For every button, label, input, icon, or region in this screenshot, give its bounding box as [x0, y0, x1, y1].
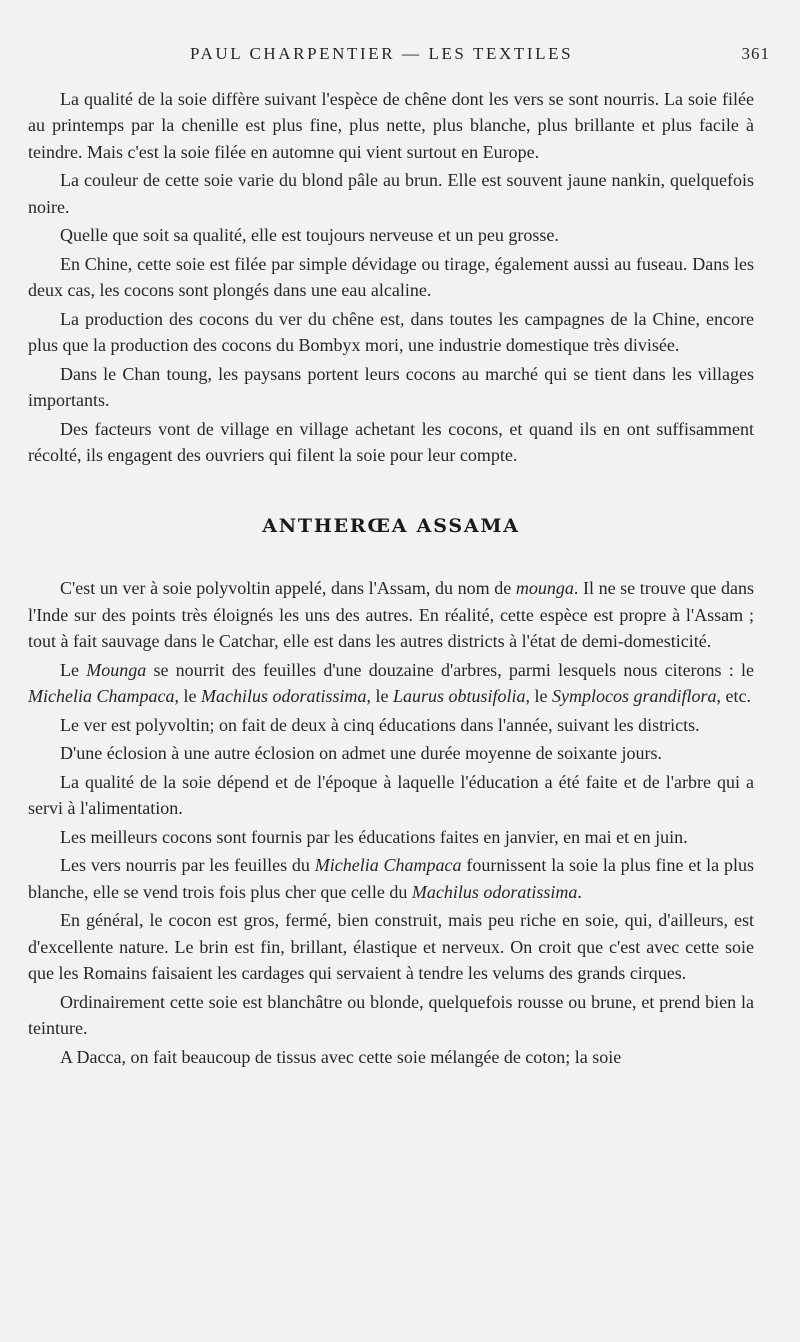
paragraph-silk-nature: Quelle que soit sa qualité, elle est toujours nerveuse et un peu grosse. [60, 225, 559, 246]
italic-term: Symplocos grandiflora [552, 686, 717, 707]
italic-term: Machilus odoratissima [411, 881, 578, 902]
page-number: 361 [741, 44, 770, 63]
paragraph-chan-toung-market: Dans le Chan toung, les paysans portent leurs cocons au marché qui se tient dans les villages importants. [28, 364, 754, 411]
paragraph-cocoon-production: La production des cocons du ver du chêne est, dans toutes les campagnes de la Chine, encore plus que la production des cocons du Bombyx mori, une industrie domestique très divisée. [28, 309, 754, 356]
text-run: . Il ne se trouve que dans l'Inde sur des points très éloignés les uns des autres. En réalité, cette espèce est propre à l'Assam ; tout à fait sauvage dans le Catchar, elle est dans les autres districts à l'état de demi-domesticité. [28, 578, 754, 652]
text-run: , le [525, 686, 553, 707]
section-heading: ANTHERŒA ASSAMA [262, 514, 520, 537]
text-run: , etc. [716, 686, 752, 707]
text-run: , le [366, 686, 393, 707]
paragraph-traders: Des facteurs vont de village en village achetant les cocons, et quand ils en ont suffisamment récolté, ils engagent des ouvriers qui filent la soie pour leur compte. [28, 419, 754, 466]
paragraph-mounga-intro [28, 575, 754, 654]
paragraph-silk-color: La couleur de cette soie varie du blond pâle au brun. Elle est souvent jaune nankin, quelquefois noire. [28, 170, 754, 217]
italic-term: Michelia Champaca [28, 686, 175, 707]
italic-term: mounga [515, 578, 574, 599]
italic-term: Laurus obtusifolia [393, 686, 526, 707]
paragraph-dacca: A Dacca, on fait beaucoup de tissus avec cette soie mélangée de coton; la soie [60, 1046, 622, 1067]
italic-term: Mounga [86, 659, 147, 680]
text-run: Les vers nourris par les feuilles du [60, 855, 315, 876]
paragraph-silk-dye: Ordinairement cette soie est blanchâtre ou blonde, quelquefois rousse ou brune, et prend bien la teinture. [28, 991, 754, 1039]
page-body [28, 86, 754, 1072]
italic-term: Machilus odoratissima [200, 686, 367, 707]
paragraph-best-cocoons: Les meilleurs cocons sont fournis par les éducations faites en janvier, en mai et en juin. [60, 826, 688, 847]
paragraph-hatching: D'une éclosion à une autre éclosion on admet une durée moyenne de soixante jours. [60, 743, 663, 764]
paragraph-polyvoltin: Le ver est polyvoltin; on fait de deux à cinq éducations dans l'année, suivant les districts. [60, 714, 700, 735]
paragraph-michelia-silk [28, 852, 754, 905]
text-run: se nourrit des feuilles d'une douzaine d'arbres, parmi lesquels nous citerons : le [146, 659, 755, 680]
text-run: C'est un ver à soie polyvoltin appelé, dans l'Assam, du nom de [60, 578, 516, 599]
paragraph-silk-quality: La qualité de la soie diffère suivant l'espèce de chêne dont les vers se sont nourris. La soie filée au printemps par la chenille est plus fine, plus nette, plus blanche, plus brillante et plus facile à teindre. Mais c'est la soie filée en automne qui vient surtout en Europe. [28, 89, 754, 162]
italic-term: Michelia Champaca [314, 855, 462, 876]
paragraph-quality-factors: La qualité de la soie dépend et de l'époque à laquelle l'éducation a été faite et de l'arbre qui a servi à l'alimentation. [28, 771, 754, 819]
paragraph-mounga-food [28, 657, 754, 710]
text-run: , le [174, 686, 201, 707]
running-header [60, 44, 770, 68]
text-run: . [577, 881, 582, 902]
running-title: PAUL CHARPENTIER — LES TEXTILES [190, 44, 574, 63]
paragraph-cocoon-description: En général, le cocon est gros, fermé, bien construit, mais peu riche en soie, qui, d'ailleurs, est d'excellente nature. Le brin est fin, brillant, élastique et nerveux. On croit que c'est avec cette soie que les Romains faisaient les cardages qui servaient à tendre les velums des grands cirques. [28, 910, 754, 984]
text-run: fournissent la soie la plus fine et la plus blanche, elle se vend trois fois plus cher que celle du [28, 855, 754, 902]
text-run: Le [60, 659, 87, 680]
paragraph-china-spinning: En Chine, cette soie est filée par simple dévidage ou tirage, également aussi au fuseau. Dans les deux cas, les cocons sont plongés dans une eau alcaline. [28, 254, 754, 301]
